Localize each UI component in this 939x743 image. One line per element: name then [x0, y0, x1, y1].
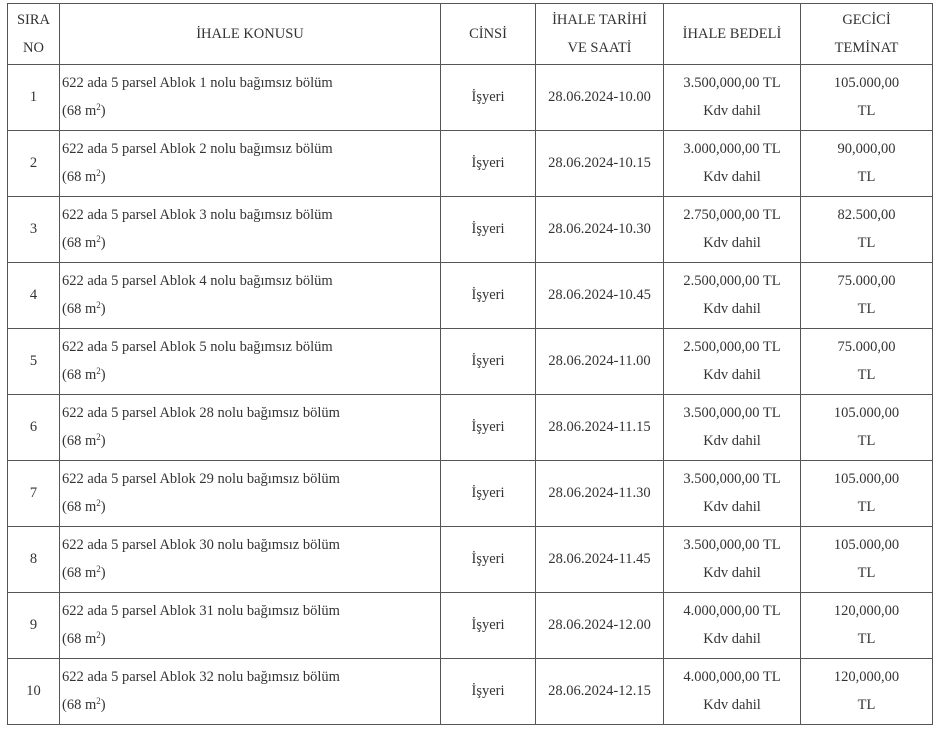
row-bedel-kdv: Kdv dahil [703, 300, 761, 317]
table-header-row [8, 4, 933, 65]
row-cinsi: İşyeri [441, 593, 536, 659]
row-bedel [664, 263, 801, 329]
row-konu-text: 622 ada 5 parsel Ablok 31 nolu bağımsız bölüm [62, 603, 340, 619]
row-bedel-amount: 3.500,000,00 TL [683, 471, 781, 487]
row-no: 6 [8, 395, 60, 461]
row-teminat-unit: TL [857, 102, 876, 119]
row-bedel-amount: 3.500,000,00 TL [683, 537, 781, 553]
row-bedel-kdv: Kdv dahil [703, 102, 761, 119]
row-teminat-unit: TL [857, 234, 876, 251]
row-bedel-amount: 3.000,000,00 TL [683, 141, 781, 157]
table-row [8, 65, 933, 131]
row-konu [60, 659, 441, 725]
row-alan-end: ) [100, 300, 106, 317]
row-alan-end: ) [100, 234, 106, 251]
tender-table [7, 3, 933, 725]
row-tarih: 28.06.2024-11.00 [536, 329, 664, 395]
row-alan [62, 560, 437, 588]
row-bedel-amount: 4.000,000,00 TL [683, 603, 781, 619]
row-bedel-amount: 2.500,000,00 TL [683, 339, 781, 355]
row-teminat-amount: 105.000,00 [833, 75, 900, 91]
row-teminat-unit: TL [857, 498, 876, 515]
row-alan-sup: 2 [96, 695, 101, 706]
row-alan-text: (68 m [62, 366, 97, 383]
row-konu [60, 131, 441, 197]
row-teminat [801, 197, 933, 263]
row-no: 7 [8, 461, 60, 527]
row-teminat-amount: 75.000,00 [837, 273, 896, 289]
row-teminat-amount: 120,000,00 [833, 603, 900, 619]
row-konu-text: 622 ada 5 parsel Ablok 1 nolu bağımsız bölüm [62, 75, 333, 91]
row-teminat-amount: 120,000,00 [833, 669, 900, 685]
row-tarih: 28.06.2024-11.45 [536, 527, 664, 593]
row-no: 1 [8, 65, 60, 131]
row-bedel [664, 197, 801, 263]
row-bedel [664, 65, 801, 131]
row-teminat [801, 131, 933, 197]
row-bedel-amount: 2.750,000,00 TL [683, 207, 781, 223]
header-sira-line1: SIRA [16, 12, 51, 28]
row-alan-end: ) [100, 102, 106, 119]
row-no: 2 [8, 131, 60, 197]
row-cinsi: İşyeri [441, 131, 536, 197]
row-bedel-kdv: Kdv dahil [703, 564, 761, 581]
header-ihale-konusu: İHALE KONUSU [60, 4, 441, 65]
row-cinsi: İşyeri [441, 395, 536, 461]
row-bedel [664, 329, 801, 395]
row-cinsi: İşyeri [441, 65, 536, 131]
row-teminat [801, 263, 933, 329]
row-bedel-kdv: Kdv dahil [703, 432, 761, 449]
table-row [8, 461, 933, 527]
row-alan-end: ) [100, 366, 106, 383]
row-alan-text: (68 m [62, 234, 97, 251]
row-alan [62, 98, 437, 126]
row-alan-sup: 2 [96, 167, 101, 178]
row-teminat [801, 527, 933, 593]
table-row [8, 395, 933, 461]
header-cinsi: CİNSİ [441, 4, 536, 65]
row-cinsi: İşyeri [441, 263, 536, 329]
row-alan-sup: 2 [96, 233, 101, 244]
row-alan-sup: 2 [96, 497, 101, 508]
row-teminat-unit: TL [857, 168, 876, 185]
row-tarih: 28.06.2024-10.00 [536, 65, 664, 131]
row-teminat-unit: TL [857, 564, 876, 581]
row-teminat-amount: 82.500,00 [837, 207, 896, 223]
row-tarih: 28.06.2024-12.00 [536, 593, 664, 659]
row-teminat [801, 461, 933, 527]
row-alan-end: ) [100, 630, 106, 647]
row-konu-text: 622 ada 5 parsel Ablok 32 nolu bağımsız bölüm [62, 669, 340, 685]
row-teminat [801, 395, 933, 461]
table-row [8, 659, 933, 725]
row-konu-text: 622 ada 5 parsel Ablok 3 nolu bağımsız bölüm [62, 207, 333, 223]
row-teminat-unit: TL [857, 630, 876, 647]
row-bedel-kdv: Kdv dahil [703, 630, 761, 647]
row-bedel-amount: 3.500,000,00 TL [683, 75, 781, 91]
row-no: 4 [8, 263, 60, 329]
row-bedel [664, 461, 801, 527]
row-alan-text: (68 m [62, 696, 97, 713]
row-tarih: 28.06.2024-11.15 [536, 395, 664, 461]
row-alan [62, 296, 437, 324]
row-alan [62, 626, 437, 654]
row-konu [60, 197, 441, 263]
row-alan [62, 362, 437, 390]
header-ihale-tarihi [536, 4, 664, 65]
row-konu [60, 593, 441, 659]
row-bedel-kdv: Kdv dahil [703, 498, 761, 515]
row-no: 9 [8, 593, 60, 659]
row-konu-text: 622 ada 5 parsel Ablok 28 nolu bağımsız bölüm [62, 405, 340, 421]
table-row [8, 329, 933, 395]
row-no: 10 [8, 659, 60, 725]
row-bedel-kdv: Kdv dahil [703, 234, 761, 251]
row-cinsi: İşyeri [441, 659, 536, 725]
row-no: 8 [8, 527, 60, 593]
header-teminat-line1: GECİCİ [842, 12, 891, 28]
row-bedel [664, 593, 801, 659]
table-row [8, 263, 933, 329]
row-teminat [801, 65, 933, 131]
row-konu [60, 65, 441, 131]
row-bedel-kdv: Kdv dahil [703, 168, 761, 185]
row-tarih: 28.06.2024-10.45 [536, 263, 664, 329]
row-alan [62, 692, 437, 720]
row-bedel-kdv: Kdv dahil [703, 696, 761, 713]
row-no: 5 [8, 329, 60, 395]
row-tarih: 28.06.2024-10.30 [536, 197, 664, 263]
table-row [8, 527, 933, 593]
row-bedel-amount: 2.500,000,00 TL [683, 273, 781, 289]
header-gecici-teminat [801, 4, 933, 65]
table-row [8, 593, 933, 659]
header-tarih-line2: VE SAATİ [567, 40, 632, 56]
header-teminat-line2: TEMİNAT [834, 40, 899, 56]
row-cinsi: İşyeri [441, 329, 536, 395]
row-alan-text: (68 m [62, 432, 97, 449]
row-teminat-amount: 105.000,00 [833, 471, 900, 487]
row-cinsi: İşyeri [441, 461, 536, 527]
row-alan-sup: 2 [96, 101, 101, 112]
row-bedel [664, 395, 801, 461]
row-alan-text: (68 m [62, 300, 97, 317]
row-teminat-amount: 105.000,00 [833, 537, 900, 553]
row-konu [60, 527, 441, 593]
row-alan-text: (68 m [62, 102, 97, 119]
row-teminat-amount: 75.000,00 [837, 339, 896, 355]
row-alan [62, 428, 437, 456]
row-teminat-amount: 90,000,00 [837, 141, 896, 157]
row-konu [60, 461, 441, 527]
header-ihale-bedeli: İHALE BEDELİ [664, 4, 801, 65]
table-body [8, 65, 933, 725]
row-alan [62, 494, 437, 522]
row-cinsi: İşyeri [441, 197, 536, 263]
row-alan-sup: 2 [96, 431, 101, 442]
row-alan-end: ) [100, 696, 106, 713]
table-row [8, 131, 933, 197]
header-tarih-line1: İHALE TARİHİ [552, 12, 647, 28]
row-bedel-amount: 3.500,000,00 TL [683, 405, 781, 421]
row-tarih: 28.06.2024-11.30 [536, 461, 664, 527]
row-tarih: 28.06.2024-12.15 [536, 659, 664, 725]
row-teminat-unit: TL [857, 432, 876, 449]
row-bedel-amount: 4.000,000,00 TL [683, 669, 781, 685]
row-bedel-kdv: Kdv dahil [703, 366, 761, 383]
row-konu [60, 263, 441, 329]
row-teminat-unit: TL [857, 300, 876, 317]
row-konu-text: 622 ada 5 parsel Ablok 29 nolu bağımsız bölüm [62, 471, 340, 487]
row-alan-end: ) [100, 168, 106, 185]
row-alan-text: (68 m [62, 498, 97, 515]
row-teminat [801, 329, 933, 395]
row-bedel [664, 527, 801, 593]
row-teminat [801, 659, 933, 725]
row-konu-text: 622 ada 5 parsel Ablok 30 nolu bağımsız bölüm [62, 537, 340, 553]
row-konu-text: 622 ada 5 parsel Ablok 5 nolu bağımsız bölüm [62, 339, 333, 355]
row-teminat-unit: TL [857, 696, 876, 713]
row-alan-end: ) [100, 432, 106, 449]
row-cinsi: İşyeri [441, 527, 536, 593]
row-alan [62, 164, 437, 192]
row-alan-end: ) [100, 498, 106, 515]
row-alan-sup: 2 [96, 563, 101, 574]
row-alan-text: (68 m [62, 564, 97, 581]
row-no: 3 [8, 197, 60, 263]
row-alan-text: (68 m [62, 168, 97, 185]
row-konu-text: 622 ada 5 parsel Ablok 4 nolu bağımsız bölüm [62, 273, 333, 289]
row-bedel [664, 659, 801, 725]
row-tarih: 28.06.2024-10.15 [536, 131, 664, 197]
row-alan-sup: 2 [96, 365, 101, 376]
row-alan-sup: 2 [96, 629, 101, 640]
row-konu [60, 329, 441, 395]
row-alan [62, 230, 437, 258]
row-teminat-amount: 105.000,00 [833, 405, 900, 421]
row-alan-sup: 2 [96, 299, 101, 310]
row-bedel [664, 131, 801, 197]
row-teminat [801, 593, 933, 659]
table-row [8, 197, 933, 263]
row-konu [60, 395, 441, 461]
row-teminat-unit: TL [857, 366, 876, 383]
row-konu-text: 622 ada 5 parsel Ablok 2 nolu bağımsız bölüm [62, 141, 333, 157]
header-sira-no [8, 4, 60, 65]
row-alan-end: ) [100, 564, 106, 581]
header-sira-line2: NO [23, 40, 44, 56]
row-alan-text: (68 m [62, 630, 97, 647]
